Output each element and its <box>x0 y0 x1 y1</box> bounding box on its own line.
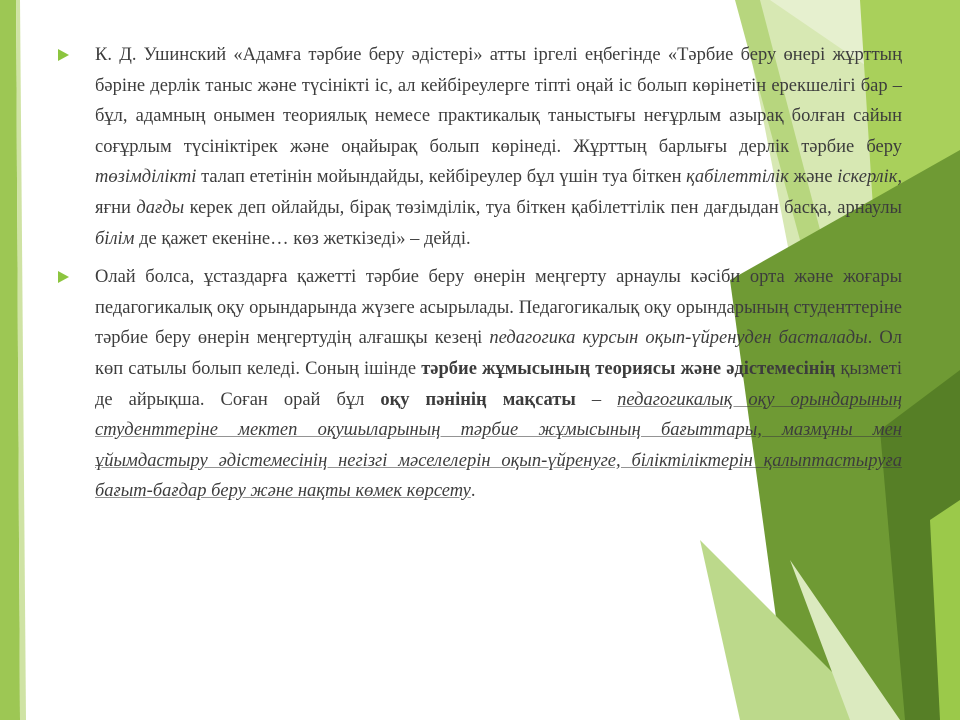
emphasis-term: дағды <box>136 197 185 218</box>
emphasis-phrase: педагогика курсын оқып-үйренуден басталады <box>489 328 868 349</box>
triangle-bullet-icon <box>58 49 69 61</box>
emphasis-goal: педагогикалық оқу орындарының студенттеріне мектеп оқушыларының тәрбие жұмысының бағыттары, мазмұны мен ұйымдастыру әдістемесінің негізгі мәселелерін оқып-үйренуге, біліктіліктерін қалыптастыруға бағыт-бағдар беру және нақты көмек көрсету <box>95 389 902 502</box>
bullet-paragraph-ushinsky: К. Д. Ушинский «Адамға тәрбие беру әдістері» атты іргелі еңбегінде «Тәрбие беру өнері жұрттың бәріне дерлік таныс және түсінікті іс, ал кейбіреулерге тіпті оңай іс болып көрінетін ерекшелігі бар – бұл, адамның онымен теориялық немесе практикалық таныстығы неғұрлым азырақ болған сайын соғұрлым түсініктірек және оңайырақ болып көрінеді. Жұрттың барлығы дерлік тәрбие беру төзімділікті талап ететінін мойындайды, кейбіреулер бұл үшін туа біткен қабілеттілік және іскерлік, яғни дағды керек деп ойлайды, бірақ төзімділік, туа біткен қабілеттілік пен дағдыдан басқа, арнаулы білім де қажет екеніне… көз жеткізеді» – дейді. <box>58 40 902 254</box>
bold-term: тәрбие жұмысының теориясы және әдістемесінің <box>421 358 836 379</box>
triangle-bullet-icon <box>58 271 69 283</box>
bullet-paragraph-teaching: Олай болса, ұстаздарға қажетті тәрбие беру өнерін меңгерту арнаулы кәсіби орта және жоғары педагогикалық оқу орындарында жүзеге асырылады. Педагогикалық оқу орындарының студенттеріне тәрбие беру өнерін меңгертудің алғашқы кезеңі педагогика курсын оқып-үйренуден басталады. Ол көп сатылы болып келеді. Соның ішінде тәрбие жұмысының теориясы және әдістемесінің қызметі де айрықша. Соған орай бұл оқу пәнінің мақсаты – педагогикалық оқу орындарының студенттеріне мектеп оқушыларының тәрбие жұмысының бағыттары, мазмұны мен ұйымдастыру әдістемесінің негізгі мәселелерін оқып-үйренуге, біліктіліктерін қалыптастыруға бағыт-бағдар беру және нақты көмек көрсету. <box>58 262 902 507</box>
emphasis-term: білім <box>95 228 135 249</box>
bold-term: оқу пәнінің мақсаты <box>380 389 576 410</box>
slide-content <box>58 40 902 515</box>
emphasis-term: қабілеттілік <box>686 167 789 188</box>
emphasis-term: төзімділікті <box>95 167 197 188</box>
emphasis-term: іскерлік, <box>837 167 902 188</box>
